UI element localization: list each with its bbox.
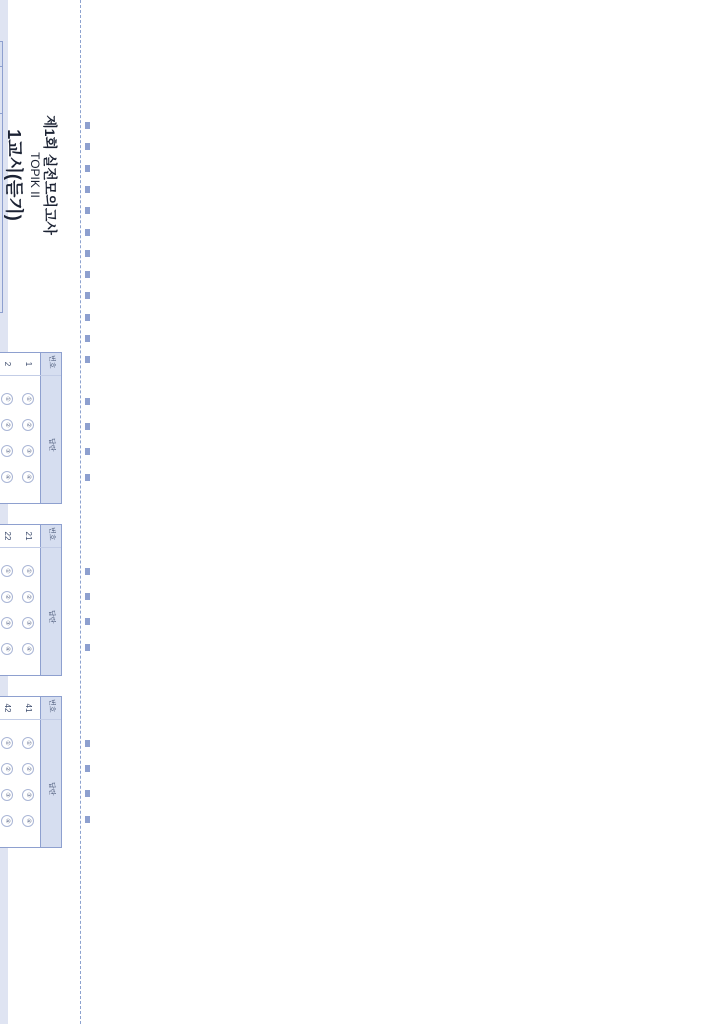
choice-bubble-4[interactable]: ④ — [22, 815, 34, 827]
timing-mark — [85, 186, 90, 193]
timing-mark — [85, 568, 90, 575]
answer-row — [0, 697, 18, 847]
choice-bubble-1[interactable]: ① — [22, 737, 34, 749]
choice-bubble-2[interactable]: ② — [22, 419, 34, 431]
exam-name: TOPIK II — [28, 152, 42, 198]
choice-bubble-3[interactable]: ③ — [1, 617, 13, 629]
timing-mark — [85, 335, 90, 342]
choice-bubble-1[interactable]: ① — [22, 393, 34, 405]
name-label — [0, 42, 2, 67]
timing-mark — [85, 271, 90, 278]
choice-bubble-1[interactable]: ① — [1, 737, 13, 749]
question-number-header: 번호 — [48, 527, 55, 541]
name-box — [0, 41, 3, 313]
choice-bubble-1[interactable]: ① — [22, 565, 34, 577]
answer-row — [18, 525, 39, 675]
session-title: 1교시(듣기) — [4, 129, 24, 221]
choice-bubble-3[interactable]: ③ — [22, 445, 34, 457]
choice-bubble-3[interactable]: ③ — [22, 789, 34, 801]
answer-block — [0, 352, 62, 504]
answer-column-header: 답란 — [48, 438, 55, 452]
choice-bubble-4[interactable]: ④ — [1, 815, 13, 827]
answer-block — [0, 696, 62, 848]
question-number: 22 — [3, 531, 12, 541]
cut-line — [80, 0, 81, 1024]
timing-mark — [85, 765, 90, 772]
answer-column-header: 답란 — [48, 782, 55, 796]
choice-bubble-1[interactable]: ① — [1, 565, 13, 577]
timing-mark — [85, 356, 90, 363]
choice-bubble-2[interactable]: ② — [1, 763, 13, 775]
timing-mark — [85, 790, 90, 797]
question-number: 41 — [24, 703, 33, 713]
question-number: 2 — [3, 361, 12, 367]
timing-mark — [85, 122, 90, 129]
choice-bubble-4[interactable]: ④ — [22, 471, 34, 483]
answer-row — [0, 525, 18, 675]
answer-sheet — [0, 40, 62, 824]
question-number: 42 — [3, 703, 12, 713]
timing-mark — [85, 740, 90, 747]
choice-bubble-3[interactable]: ③ — [22, 617, 34, 629]
choice-bubble-1[interactable]: ① — [1, 393, 13, 405]
timing-mark — [85, 229, 90, 236]
choice-bubble-4[interactable]: ④ — [1, 643, 13, 655]
question-number-header: 번호 — [48, 355, 55, 369]
timing-mark — [85, 448, 90, 455]
exam-title: 제1회 실전모의고사 — [42, 115, 58, 235]
timing-mark — [85, 250, 90, 257]
choice-bubble-2[interactable]: ② — [1, 419, 13, 431]
answer-row — [0, 353, 18, 503]
timing-mark — [85, 207, 90, 214]
timing-mark — [85, 292, 90, 299]
question-number-header: 번호 — [48, 699, 55, 713]
timing-mark — [85, 143, 90, 150]
choice-bubble-2[interactable]: ② — [22, 763, 34, 775]
timing-mark — [85, 423, 90, 430]
answer-column-header: 답란 — [48, 610, 55, 624]
answer-row — [18, 697, 39, 847]
answer-row — [18, 353, 39, 503]
choice-bubble-4[interactable]: ④ — [22, 643, 34, 655]
name-korean-label — [0, 67, 2, 114]
choice-bubble-4[interactable]: ④ — [1, 471, 13, 483]
choice-bubble-2[interactable]: ② — [22, 591, 34, 603]
choice-bubble-3[interactable]: ③ — [1, 445, 13, 457]
question-number: 1 — [24, 361, 33, 367]
choice-bubble-3[interactable]: ③ — [1, 789, 13, 801]
timing-mark — [85, 398, 90, 405]
timing-mark — [85, 816, 90, 823]
choice-bubble-2[interactable]: ② — [1, 591, 13, 603]
question-number: 21 — [24, 531, 33, 541]
timing-mark — [85, 618, 90, 625]
timing-mark — [85, 644, 90, 651]
timing-mark — [85, 593, 90, 600]
timing-mark — [85, 314, 90, 321]
timing-mark — [85, 474, 90, 481]
timing-mark — [85, 165, 90, 172]
answer-block — [0, 524, 62, 676]
